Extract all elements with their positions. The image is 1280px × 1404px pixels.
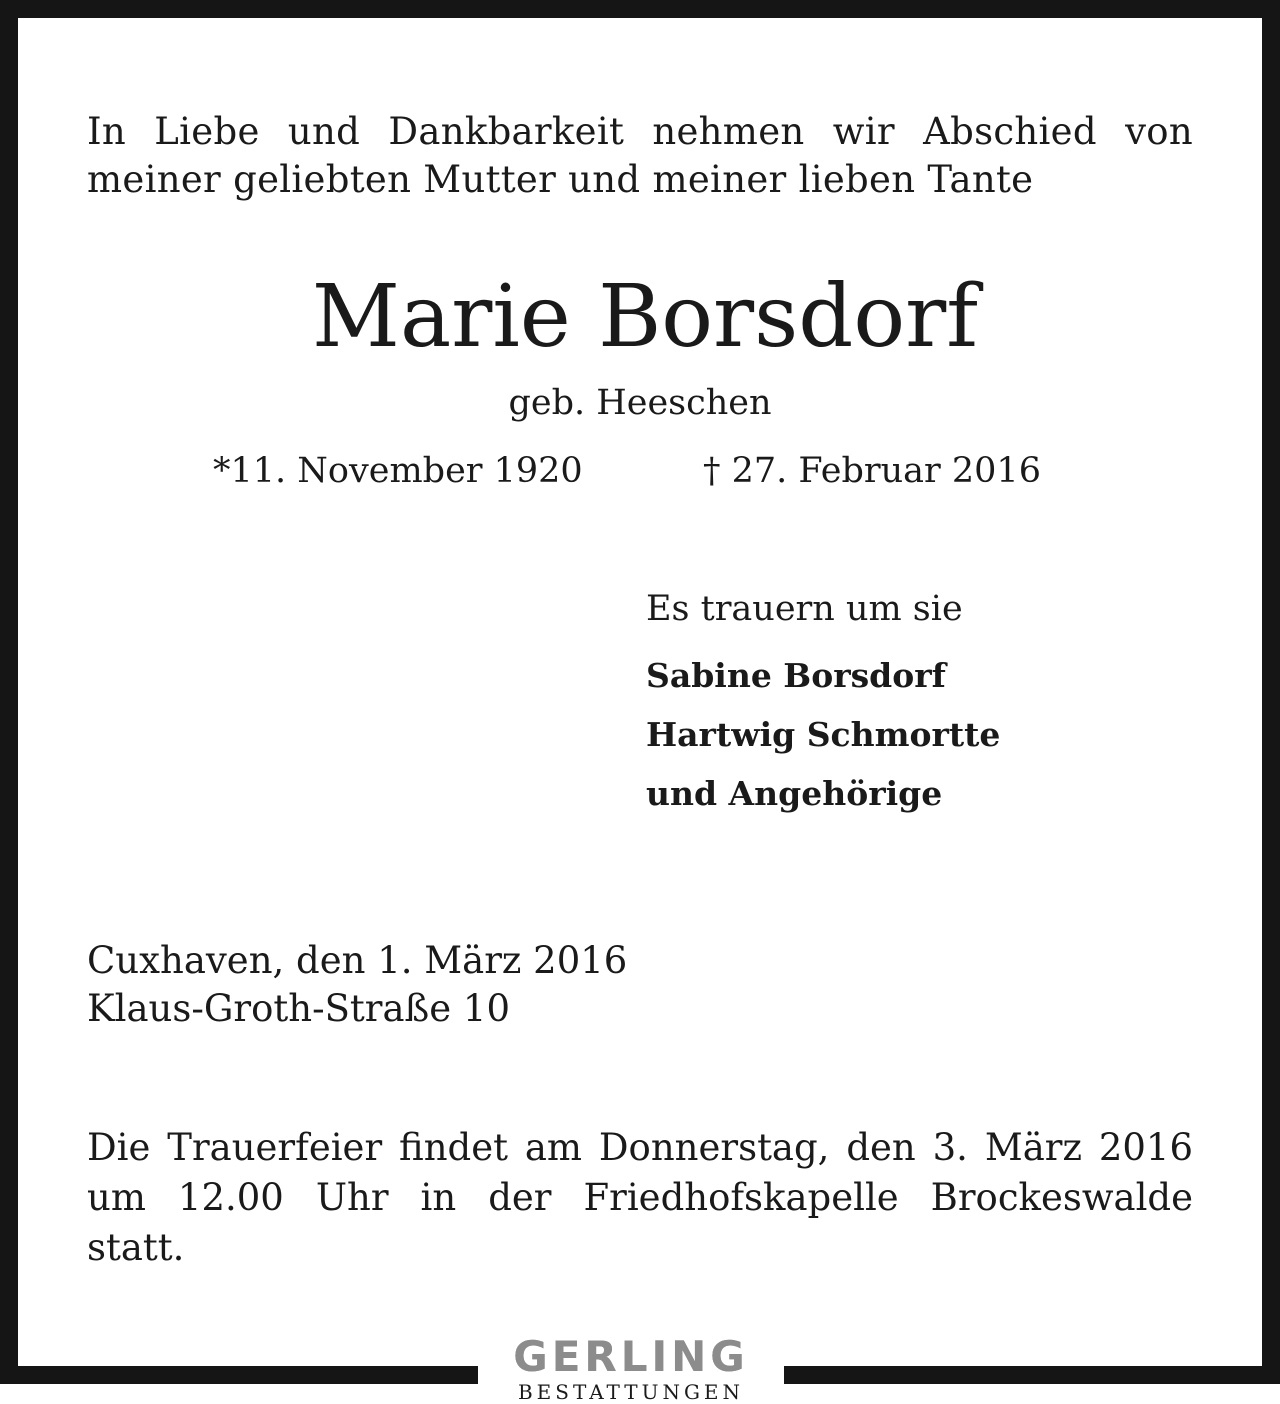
address: Klaus-Groth-Straße 10 (87, 987, 510, 1030)
intro-text (87, 108, 1193, 204)
place-and-address (87, 937, 627, 1033)
border-left (0, 0, 18, 1384)
birth-name: geb. Heeschen (508, 383, 772, 423)
funeral-service-info (87, 1123, 1193, 1273)
service-line-2: um 12.00 Uhr in der Friedhofskapelle Brockeswalde (87, 1176, 1193, 1219)
mourner-name: und Angehörige (646, 774, 943, 813)
mourner-name: Hartwig Schmortte (646, 715, 1001, 754)
border-bottom-right (784, 1366, 1280, 1384)
birth-date: *11. November 1920 (213, 451, 583, 491)
mourners-names (646, 646, 1000, 823)
funeral-home-logo (478, 1332, 784, 1404)
intro-line-1: In Liebe und Dankbarkeit nehmen wir Abschied von (87, 110, 1193, 153)
place-date: Cuxhaven, den 1. März 2016 (87, 939, 628, 982)
mourners-lead: Es trauern um sie (646, 589, 963, 629)
deceased-name: Marie Borsdorf (311, 267, 979, 367)
death-date: † 27. Februar 2016 (703, 451, 1041, 491)
border-bottom-left (0, 1366, 478, 1384)
mourners-block (646, 584, 1000, 823)
service-line-1: Die Trauerfeier findet am Donnerstag, den 3. März 2016 (87, 1126, 1193, 1169)
logo-brand: GERLING (513, 1332, 749, 1381)
mourner-name: Sabine Borsdorf (646, 656, 946, 695)
border-right (1262, 0, 1280, 1384)
intro-line-2: meiner geliebten Mutter und meiner lieben Tante (87, 158, 1034, 201)
logo-subtitle: BESTATTUNGEN (517, 1380, 745, 1404)
service-line-3: statt. (87, 1226, 185, 1269)
border-top (0, 0, 1280, 18)
